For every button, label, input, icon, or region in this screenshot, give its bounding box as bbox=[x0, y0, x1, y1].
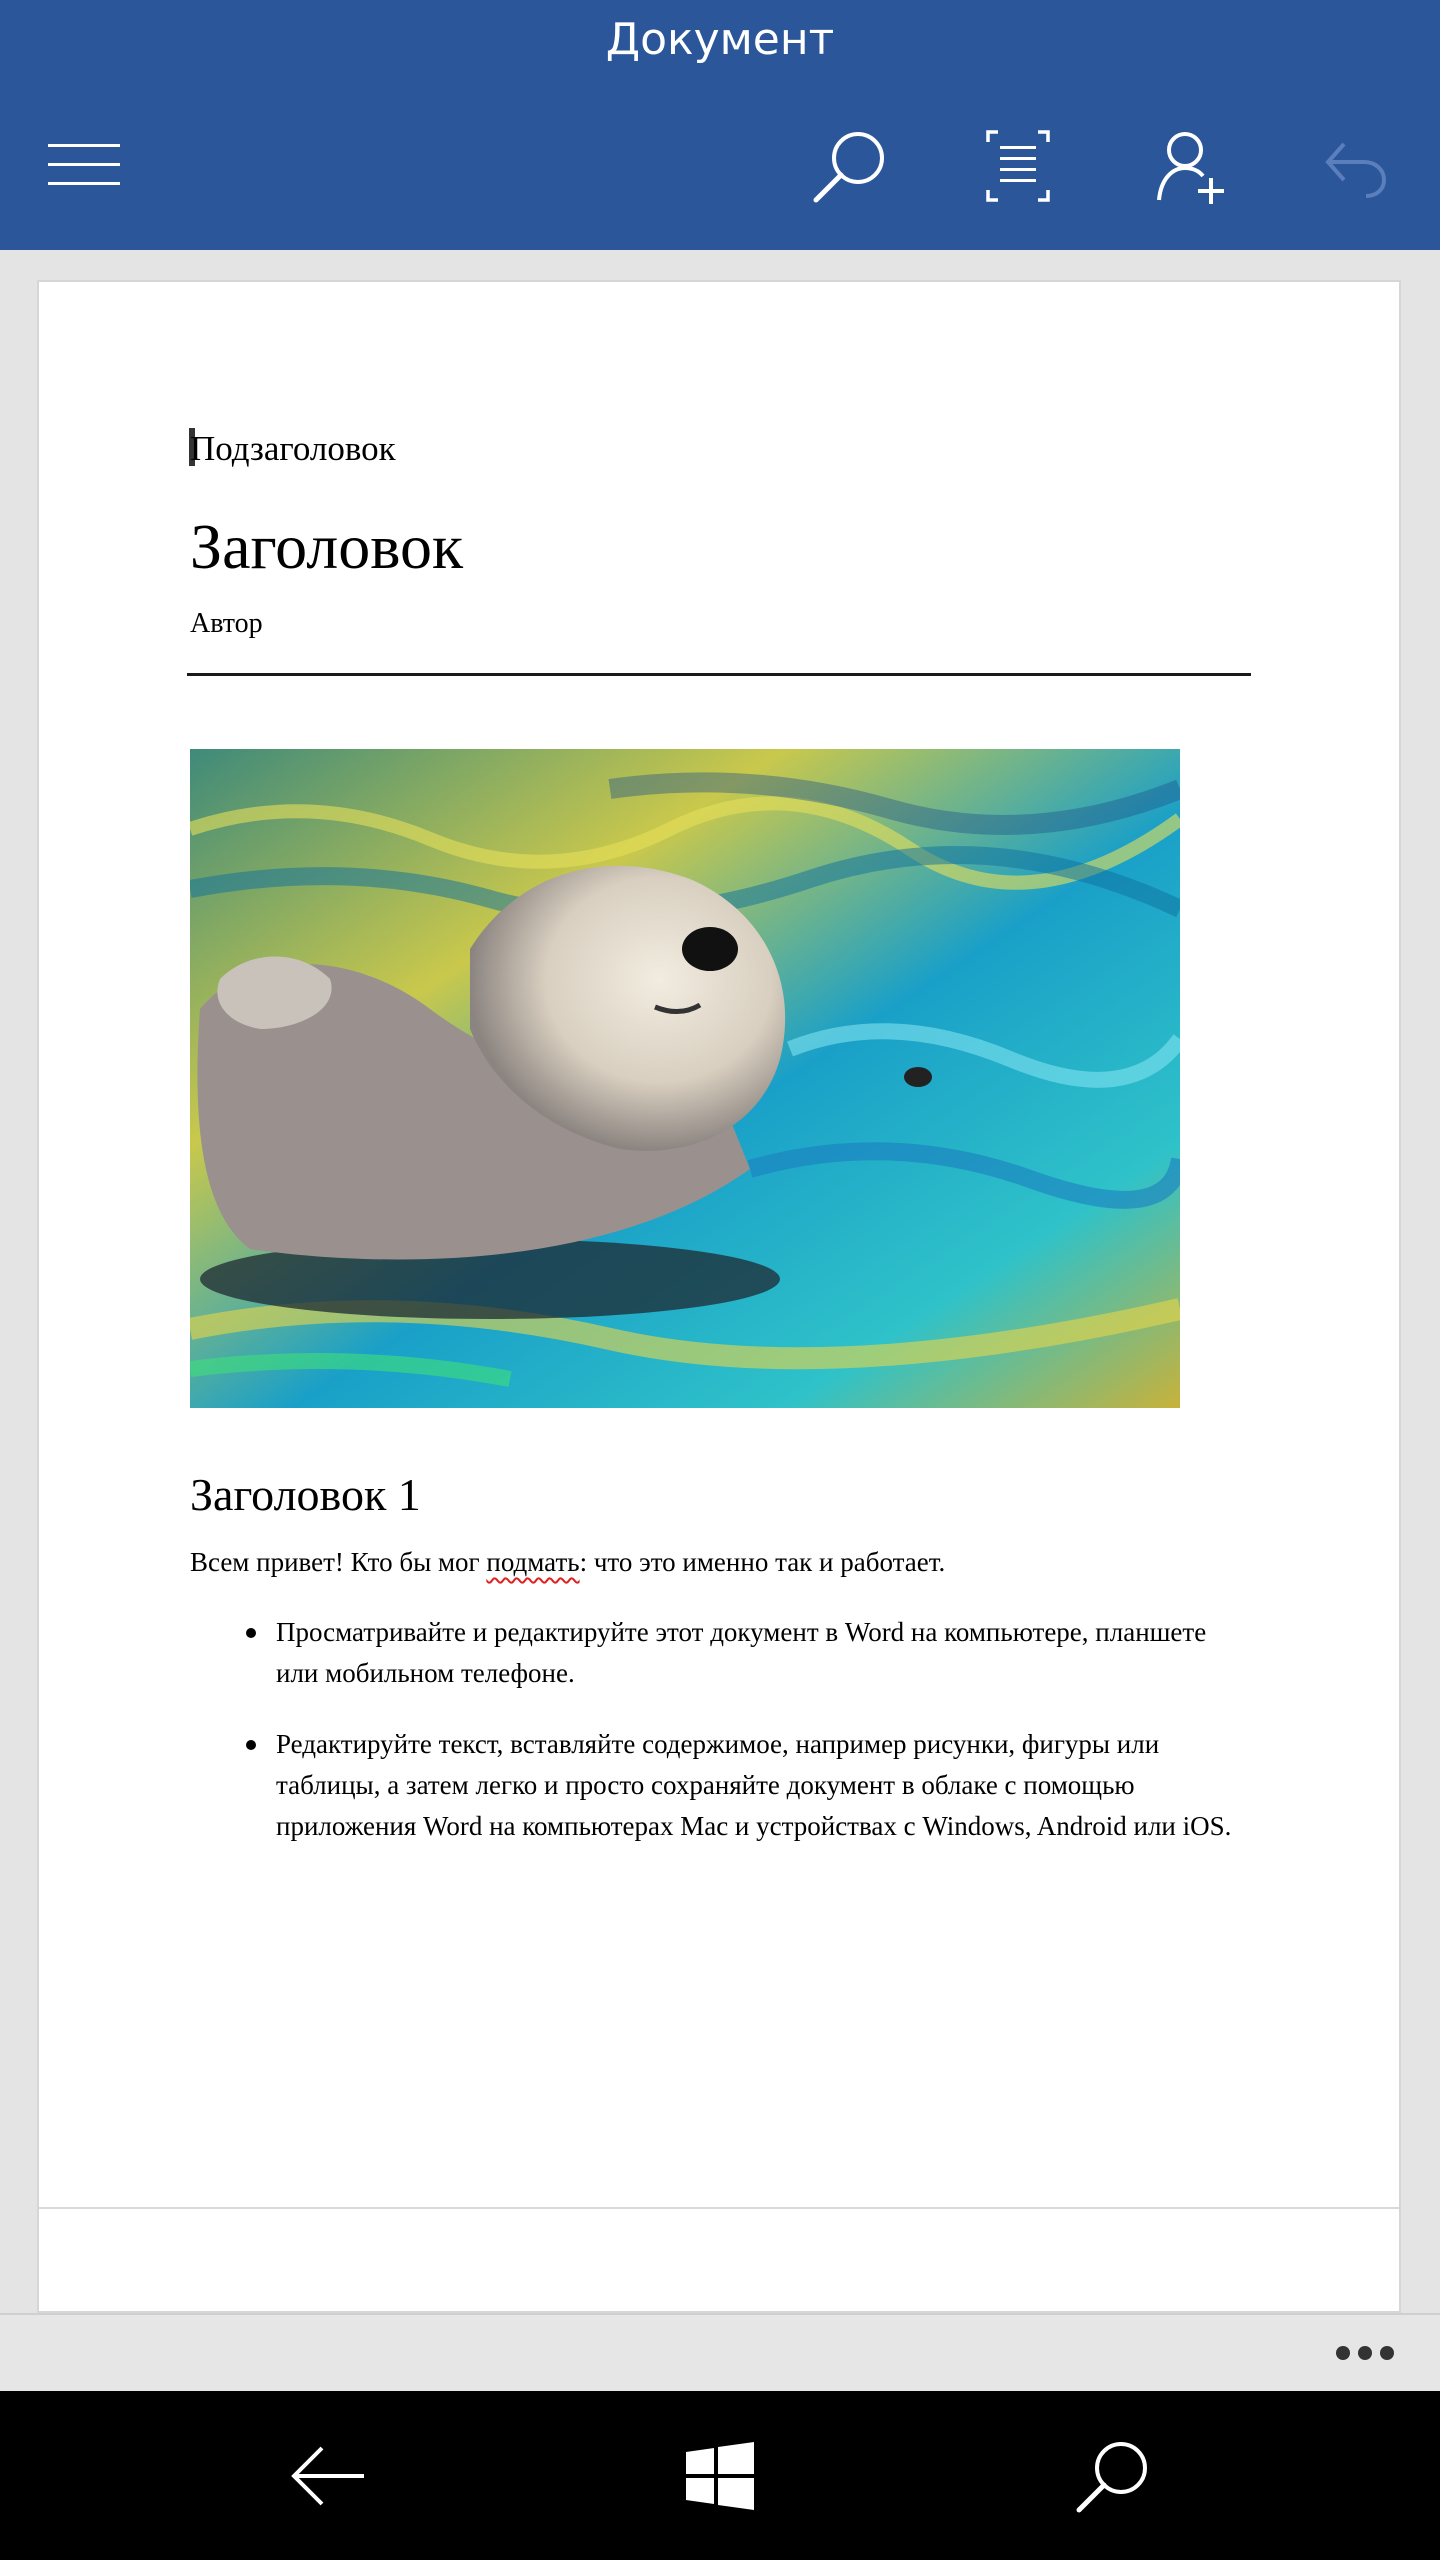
otter-image[interactable] bbox=[190, 749, 1180, 1408]
heading-1-text[interactable]: Заголовок 1 bbox=[190, 1469, 421, 1520]
reading-view-button[interactable] bbox=[970, 118, 1066, 214]
start-button[interactable] bbox=[665, 2421, 775, 2531]
reading-view-icon bbox=[986, 130, 1050, 202]
system-nav-bar bbox=[0, 2391, 1440, 2560]
author-text[interactable]: Автор bbox=[190, 608, 263, 639]
more-options-button[interactable] bbox=[1320, 2325, 1410, 2381]
sea-otter-photo bbox=[190, 749, 1180, 1408]
system-search-button[interactable] bbox=[1058, 2421, 1168, 2531]
paragraph-text-after: : что это именно так и работает. bbox=[579, 1547, 946, 1577]
document-title: Документ bbox=[605, 14, 835, 65]
title-divider bbox=[187, 673, 1251, 676]
menu-button[interactable] bbox=[36, 117, 132, 213]
bullet-icon bbox=[246, 1740, 256, 1750]
search-icon bbox=[812, 128, 888, 204]
more-ellipsis-icon bbox=[1358, 2346, 1372, 2360]
search-button[interactable] bbox=[802, 118, 898, 214]
hamburger-menu-icon bbox=[48, 143, 120, 187]
bullet-icon bbox=[246, 1628, 256, 1638]
list-item[interactable] bbox=[190, 1612, 1236, 1694]
bullet-list bbox=[190, 1612, 1290, 1877]
undo-icon bbox=[1324, 138, 1388, 198]
app-header bbox=[0, 0, 1440, 250]
page-break-line bbox=[39, 2207, 1399, 2209]
title-text[interactable]: Заголовок bbox=[190, 511, 464, 582]
list-item-text: Просматривайте и редактируйте этот документ в Word на компьютере, планшете или мобильном телефоне. bbox=[276, 1617, 1207, 1688]
paragraph-text-before: Всем привет! Кто бы мог bbox=[190, 1547, 487, 1577]
list-item[interactable] bbox=[190, 1724, 1236, 1847]
more-ellipsis-icon bbox=[1336, 2346, 1350, 2360]
back-arrow-icon bbox=[290, 2444, 366, 2508]
search-icon bbox=[1075, 2438, 1151, 2514]
back-button[interactable] bbox=[273, 2421, 383, 2531]
list-item-text: Редактируйте текст, вставляйте содержимое, например рисунки, фигуры или таблицы, а затем легко и просто сохраняйте документ в облаке с помощью приложения Word на компьютерах Mac и устройствах с Windows, Android или iOS. bbox=[276, 1729, 1232, 1841]
subtitle-text[interactable]: Подзаголовок bbox=[190, 429, 396, 468]
windows-logo-icon bbox=[686, 2442, 754, 2510]
document-page[interactable] bbox=[37, 280, 1401, 2313]
misspelled-word[interactable]: подмать bbox=[486, 1547, 580, 1577]
undo-button[interactable] bbox=[1308, 120, 1404, 216]
more-ellipsis-icon bbox=[1380, 2346, 1394, 2360]
body-paragraph[interactable] bbox=[190, 1542, 945, 1582]
add-person-icon bbox=[1155, 128, 1227, 204]
app-bar bbox=[0, 2313, 1440, 2391]
share-button[interactable] bbox=[1143, 118, 1239, 214]
